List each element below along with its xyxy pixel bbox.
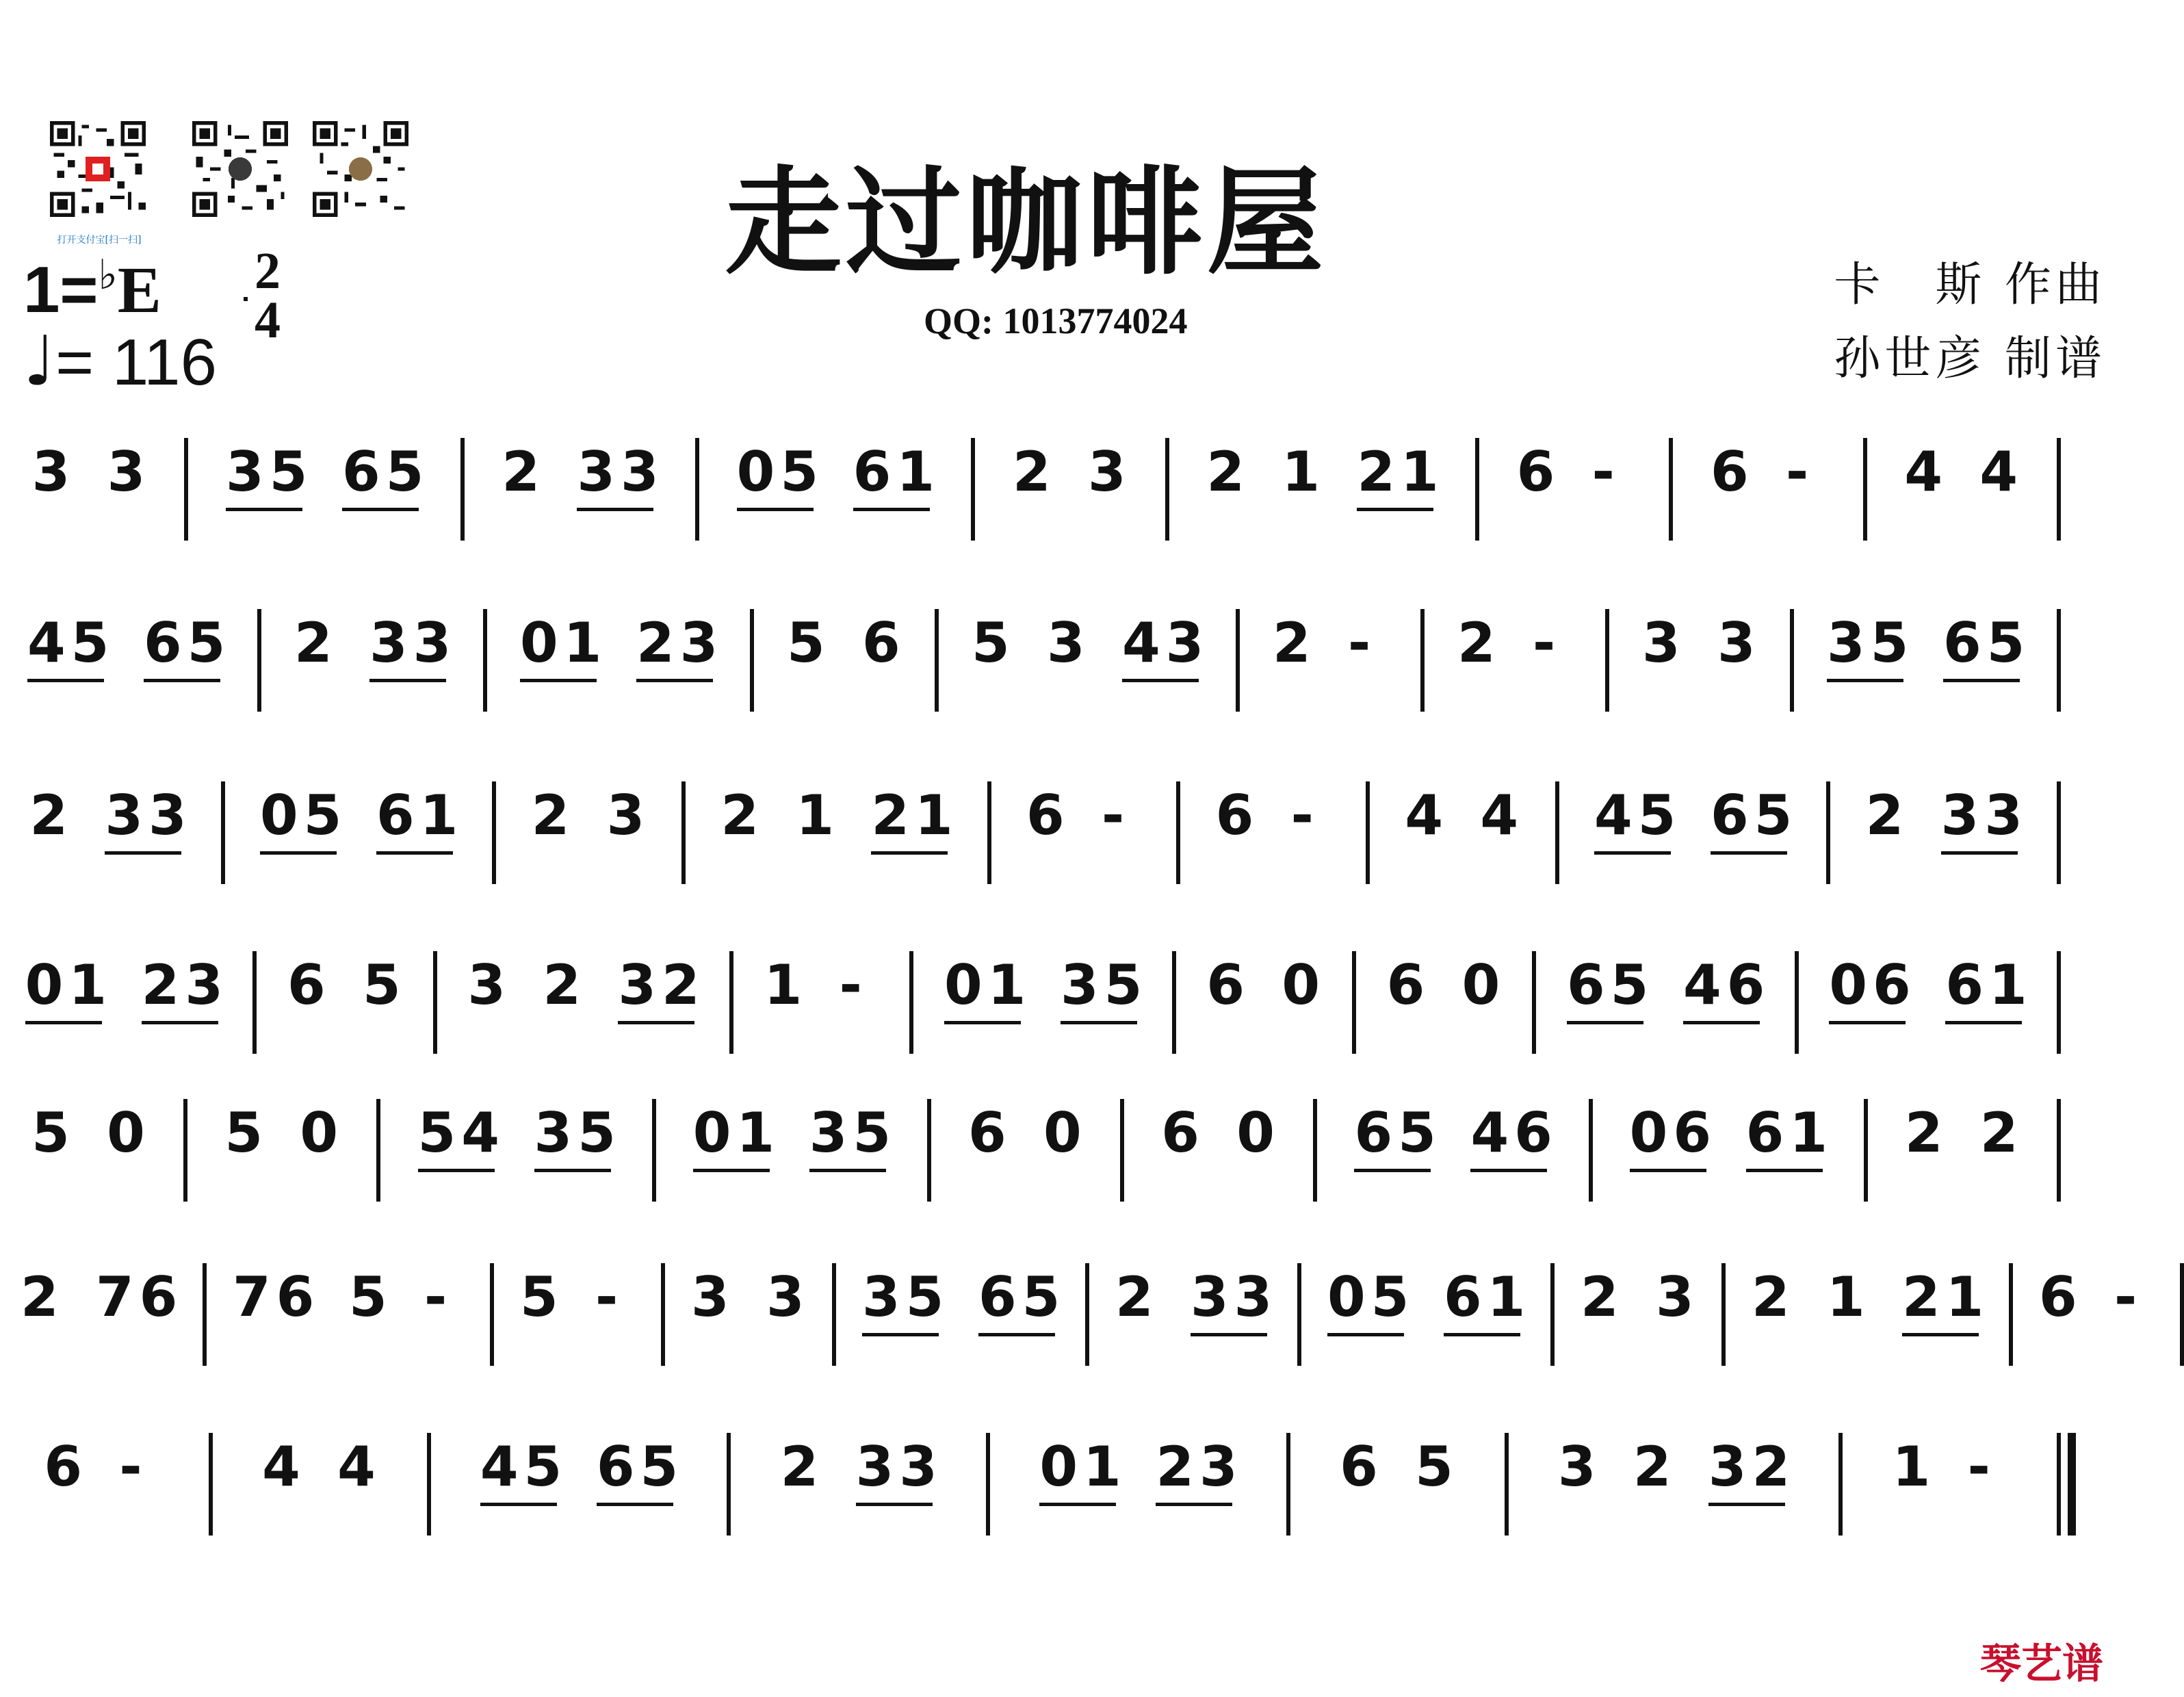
bar-line	[1532, 951, 1536, 1054]
bar-line	[257, 609, 261, 712]
bar-line	[1505, 1433, 1509, 1536]
note-group: 0	[1461, 953, 1506, 1017]
bar-line	[1313, 1099, 1317, 1202]
bar-line	[909, 951, 913, 1054]
score-line	[21, 440, 2114, 595]
note-group: 61	[1745, 1101, 1833, 1165]
beam-line	[1354, 1169, 1431, 1172]
note-group: 2	[1633, 1435, 1677, 1499]
note-group: 0	[1282, 953, 1325, 1017]
beam-line	[618, 1021, 694, 1024]
bar-line	[727, 1433, 731, 1536]
note-group: 5	[787, 611, 831, 675]
qr-code-wechat	[182, 118, 298, 220]
note-group: 33	[855, 1435, 943, 1499]
note-group: 0	[300, 1101, 343, 1165]
note-group: 2	[1115, 1265, 1159, 1329]
beam-line	[978, 1333, 1055, 1336]
note-group: 35	[534, 1101, 621, 1165]
note-group: 2	[1752, 1265, 1795, 1329]
bar-line	[1236, 609, 1240, 712]
note-group: 6	[1206, 953, 1250, 1017]
bar-line	[1085, 1263, 1089, 1366]
note-group: -	[1348, 611, 1377, 675]
note-group: -	[424, 1265, 453, 1329]
flat-sign: ♭	[98, 252, 118, 298]
note-group: 5	[520, 1265, 564, 1329]
score-line	[21, 953, 2114, 1109]
bar-line	[1366, 781, 1370, 884]
tempo-marking	[23, 321, 217, 401]
note-group: 6	[1711, 440, 1754, 504]
note-group: 65	[596, 1435, 684, 1499]
note-group: 05	[1327, 1265, 1415, 1329]
bar-line	[1120, 1099, 1124, 1202]
bar-line	[433, 951, 437, 1054]
beam-line	[1746, 1169, 1823, 1172]
note-group: 4	[1904, 440, 1948, 504]
bar-line	[729, 951, 733, 1054]
beam-line	[534, 1169, 611, 1172]
note-group: -	[2114, 1265, 2143, 1329]
note-group: 1	[1892, 1435, 1936, 1499]
bar-line	[1286, 1433, 1290, 1536]
beam-line	[809, 1169, 886, 1172]
note-group: 61	[376, 783, 464, 847]
bar-line	[1795, 951, 1799, 1054]
note-group: 06	[1829, 953, 1916, 1017]
note-group: 33	[577, 440, 664, 504]
key-prefix: 1=	[23, 253, 99, 326]
note-group: 4	[337, 1435, 381, 1499]
note-group: 35	[226, 440, 313, 504]
note-group: 43	[1122, 611, 1210, 675]
beam-line	[1357, 508, 1433, 511]
bar-line	[1176, 781, 1180, 884]
note-group: 6	[1026, 783, 1070, 847]
bar-line	[681, 781, 686, 884]
note-group: 33	[1191, 1265, 1278, 1329]
bar-line	[376, 1099, 380, 1202]
beam-line	[577, 508, 653, 511]
key-name: E	[117, 253, 161, 326]
beam-line	[25, 1021, 102, 1024]
beam-line	[1943, 679, 2020, 682]
beam-line	[636, 679, 713, 682]
note-group: 35	[862, 1265, 950, 1329]
note-group: 65	[342, 440, 430, 504]
note-group: -	[839, 953, 868, 1017]
beam-line	[369, 679, 446, 682]
note-group: 32	[1708, 1435, 1796, 1499]
beam-line	[856, 1503, 933, 1506]
note-group: 3	[1717, 611, 1761, 675]
note-group: 45	[1594, 783, 1682, 847]
note-group: 6	[1386, 953, 1431, 1017]
note-group: 01	[1039, 1435, 1127, 1499]
bar-line	[1555, 781, 1559, 884]
beam-line	[1708, 1503, 1785, 1506]
bar-line	[661, 1263, 665, 1366]
note-group: 3	[1047, 611, 1091, 675]
beam-line	[260, 851, 337, 855]
note-group: 2	[780, 1435, 824, 1499]
note-group: 06	[1629, 1101, 1717, 1165]
beam-line	[737, 508, 814, 511]
note-group: -	[1102, 783, 1130, 847]
note-group: 2	[720, 783, 764, 847]
beam-line	[418, 1169, 495, 1172]
note-group: 23	[636, 611, 724, 675]
beam-line	[1941, 851, 2018, 855]
bar-line	[695, 438, 699, 541]
note-group: 32	[618, 953, 705, 1017]
note-group: 3	[1656, 1265, 1700, 1329]
note-group: 01	[25, 953, 112, 1017]
note-group: 05	[260, 783, 348, 847]
note-group: 1	[1282, 440, 1325, 504]
note-group: -	[119, 1435, 148, 1499]
note-group: 2	[1904, 1101, 1949, 1165]
note-group: -	[595, 1265, 624, 1329]
note-group: -	[1786, 440, 1815, 504]
beam-line	[376, 851, 453, 855]
qq-contact: QQ: 1013774024	[924, 300, 1188, 341]
note-group: 21	[871, 783, 959, 847]
note-group: 23	[141, 953, 229, 1017]
bar-line	[427, 1433, 431, 1536]
note-group: 65	[1943, 611, 2031, 675]
beam-line	[853, 508, 930, 511]
note-group: 01	[520, 611, 608, 675]
note-group: 5	[349, 1265, 393, 1329]
note-group: 3	[606, 783, 651, 847]
bar-line	[1475, 438, 1479, 541]
site-logo: 琴艺谱	[1980, 1640, 2103, 1688]
note-group: 21	[1357, 440, 1444, 504]
note-group: 65	[1711, 783, 1798, 847]
bar-line	[2009, 1263, 2013, 1366]
bar-line	[460, 438, 465, 541]
note-group: 61	[1945, 953, 2033, 1017]
beam-line	[693, 1169, 770, 1172]
beam-line	[105, 851, 181, 855]
note-group: 01	[944, 953, 1032, 1017]
note-group: 2	[1979, 1101, 2024, 1165]
bar-line	[832, 1263, 836, 1366]
note-group: 54	[417, 1101, 505, 1165]
bar-line	[1605, 609, 1609, 712]
beam-line	[1191, 1333, 1267, 1336]
note-group: 05	[736, 440, 824, 504]
beam-line	[1630, 1169, 1706, 1172]
beam-line	[226, 508, 302, 511]
beam-line	[944, 1021, 1021, 1024]
beam-line	[27, 679, 104, 682]
bar-line	[1589, 1099, 1593, 1202]
beam-line	[1122, 679, 1199, 682]
note-group: 0	[1236, 1101, 1280, 1165]
final-bar-line	[2068, 1433, 2076, 1536]
qr-caption: 打开支付宝[扫一扫]	[57, 235, 142, 246]
note-group: 6	[287, 953, 331, 1017]
note-group: 2	[531, 783, 575, 847]
meter-top: 2	[255, 242, 281, 300]
note-group: 4	[1979, 440, 2023, 504]
score-line	[21, 1101, 2114, 1256]
arranger-credit: 孙世彦 制谱	[1834, 332, 2106, 386]
bar-line	[1790, 609, 1794, 712]
beam-line	[1711, 851, 1787, 855]
bar-line	[1550, 1263, 1555, 1366]
note-group: 6	[968, 1101, 1012, 1165]
note-group: 01	[692, 1101, 781, 1165]
bar-line	[2057, 781, 2061, 884]
note-group: 1	[764, 953, 808, 1017]
note-group: 6	[1161, 1101, 1205, 1165]
note-group: 3	[1642, 611, 1686, 675]
bar-line	[209, 1433, 213, 1536]
bar-line	[2057, 438, 2061, 541]
bar-line	[1864, 1099, 1868, 1202]
bar-line	[221, 781, 225, 884]
note-group: 21	[1902, 1265, 1990, 1329]
beam-line	[1683, 1021, 1760, 1024]
beam-line	[1827, 679, 1903, 682]
bar-line	[1863, 438, 1867, 541]
note-group: 4	[262, 1435, 306, 1499]
note-group: 65	[1354, 1101, 1442, 1165]
beam-line	[1327, 1333, 1404, 1336]
note-group: 3	[766, 1265, 810, 1329]
note-group: 33	[1940, 783, 2028, 847]
note-group: 1	[1827, 1265, 1871, 1329]
note-group: 23	[1156, 1435, 1243, 1499]
note-group: 46	[1470, 1101, 1558, 1165]
beam-line	[1902, 1333, 1979, 1336]
beam-line	[1156, 1503, 1232, 1506]
key-signature	[23, 252, 161, 326]
note-group: -	[1290, 783, 1319, 847]
note-group: 6	[2039, 1265, 2083, 1329]
time-signature	[244, 242, 291, 350]
bar-line	[987, 781, 991, 884]
note-group: 2	[294, 611, 338, 675]
note-group: 3	[1557, 1435, 1602, 1499]
note-group: 5	[1415, 1435, 1459, 1499]
beam-line	[1444, 1333, 1520, 1336]
beam-line	[342, 508, 419, 511]
note-group: -	[1533, 611, 1561, 675]
note-group: 6	[1215, 783, 1260, 847]
note-group: 35	[809, 1101, 897, 1165]
note-group: 76	[96, 1265, 183, 1329]
note-group: 1	[796, 783, 840, 847]
qr-code-qq	[309, 118, 412, 220]
bar-line	[1721, 1263, 1726, 1366]
beam-line	[1039, 1503, 1116, 1506]
note-group: 3	[691, 1265, 735, 1329]
bar-line	[203, 1263, 207, 1366]
bar-line	[1826, 781, 1830, 884]
beam-line	[862, 1333, 939, 1336]
note-group: 6	[1516, 440, 1561, 504]
note-group: 0	[1043, 1101, 1087, 1165]
beam-line	[1829, 1021, 1906, 1024]
note-group: 2	[1865, 783, 1910, 847]
note-group: 2	[21, 1265, 64, 1329]
note-group: 3	[107, 440, 151, 504]
bar-line	[490, 1263, 494, 1366]
note-group: -	[1967, 1435, 1996, 1499]
note-group: 61	[853, 440, 940, 504]
note-group: 2	[1206, 440, 1250, 504]
beam-line	[1945, 1021, 2022, 1024]
beam-line	[871, 851, 948, 855]
beam-line	[1470, 1169, 1547, 1172]
bar-line	[652, 1099, 656, 1202]
note-group: 5	[224, 1101, 268, 1165]
note-group: -	[1591, 440, 1620, 504]
beam-line	[1061, 1021, 1137, 1024]
note-group: 2	[1273, 611, 1316, 675]
note-group: 0	[107, 1101, 151, 1165]
bar-line	[1420, 609, 1425, 712]
bar-line	[2057, 609, 2061, 712]
note-group: 6	[1340, 1435, 1383, 1499]
note-group: 5	[363, 953, 406, 1017]
note-group: 2	[1581, 1265, 1624, 1329]
note-group: 3	[1088, 440, 1132, 504]
score-line	[21, 1265, 2143, 1421]
note-group: 3	[31, 440, 76, 504]
note-group: 35	[1827, 611, 1914, 675]
bar-line	[1172, 951, 1176, 1054]
bar-line	[935, 609, 939, 712]
beam-line	[144, 679, 220, 682]
bar-line	[986, 1433, 990, 1536]
score-line	[21, 783, 2114, 939]
note-group: 2	[1457, 611, 1501, 675]
bar-line	[971, 438, 975, 541]
bar-line	[183, 1099, 187, 1202]
note-group: 4	[1480, 783, 1524, 847]
song-title: 走过咖啡屋	[725, 154, 1328, 291]
beam-line	[1594, 851, 1671, 855]
score-line	[21, 1435, 2114, 1590]
beam-line	[480, 1503, 557, 1506]
bar-line	[2180, 1263, 2184, 1366]
bar-line	[2057, 1433, 2061, 1536]
note-group: 2	[502, 440, 545, 504]
note-group: 3	[467, 953, 511, 1017]
bar-line	[1297, 1263, 1301, 1366]
note-group: 65	[1567, 953, 1654, 1017]
bar-line	[1352, 951, 1356, 1054]
note-group: 6	[862, 611, 906, 675]
note-group: 2	[29, 783, 73, 847]
note-group: 65	[144, 611, 231, 675]
note-group: 5	[31, 1101, 75, 1165]
bar-line	[492, 781, 496, 884]
note-group: 4	[1405, 783, 1448, 847]
composer-credit: 卡 斯 作曲	[1834, 258, 2106, 312]
note-group: 33	[105, 783, 192, 847]
beam-line	[142, 1021, 218, 1024]
beam-line	[520, 679, 597, 682]
bar-line	[927, 1099, 931, 1202]
note-group: 2	[1013, 440, 1056, 504]
bar-line	[2057, 951, 2061, 1054]
note-group: 65	[978, 1265, 1066, 1329]
bar-line	[1838, 1433, 1843, 1536]
note-group: 35	[1061, 953, 1148, 1017]
note-group: 76	[233, 1265, 320, 1329]
note-group: 2	[543, 953, 586, 1017]
note-group: 5	[972, 611, 1015, 675]
tempo-value: = 116	[55, 326, 217, 399]
note-group: 33	[369, 611, 457, 675]
note-group: 6	[44, 1435, 88, 1499]
bar-line	[1669, 438, 1673, 541]
bar-line	[750, 609, 754, 712]
bar-line	[252, 951, 257, 1054]
score-line	[21, 611, 2114, 766]
note-group: 61	[1444, 1265, 1531, 1329]
quarter-note-icon: ♩	[23, 321, 56, 401]
note-group: 45	[27, 611, 115, 675]
bar-line	[184, 438, 188, 541]
note-group: 45	[480, 1435, 568, 1499]
beam-line	[597, 1503, 673, 1506]
note-group: 46	[1683, 953, 1771, 1017]
meter-bottom: 4	[255, 292, 281, 350]
beam-line	[1567, 1021, 1643, 1024]
bar-line	[483, 609, 487, 712]
qr-code-alipay	[40, 118, 156, 220]
bar-line	[2057, 1099, 2061, 1202]
bar-line	[1165, 438, 1169, 541]
